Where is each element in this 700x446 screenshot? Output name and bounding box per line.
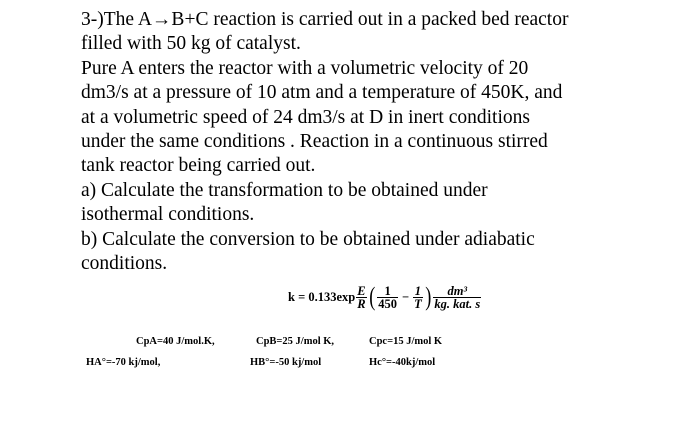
- problem-line: at a volumetric speed of 24 dm3/s at D in inert conditions: [81, 106, 530, 128]
- problem-line: filled with 50 kg of catalyst.: [81, 33, 301, 55]
- fraction-denominator: T: [414, 296, 422, 311]
- problem-line: Pure A enters the reactor with a volumetric velocity of 20: [81, 57, 529, 79]
- rate-units: [433, 285, 481, 310]
- inverse-reference-temperature: [377, 285, 398, 310]
- fraction-numerator: E: [357, 283, 366, 298]
- param-cpb: CpB=25 J/mol K,: [256, 336, 335, 347]
- rate-constant-formula: [288, 284, 482, 310]
- e-over-r-fraction: [356, 285, 366, 310]
- unit-denominator: kg. kat. s: [434, 296, 481, 311]
- inverse-temperature: [413, 285, 423, 310]
- left-paren: (: [368, 282, 375, 311]
- problem-line: under the same conditions . Reaction in a continuous stirred: [81, 131, 548, 153]
- problem-line: tank reactor being carried out.: [81, 155, 316, 177]
- problem-statement: [81, 8, 681, 276]
- problem-line: 3-)The A→B+C reaction is carried out in a packed bed reactor: [81, 9, 569, 30]
- minus-sign: −: [401, 289, 410, 304]
- fraction-numerator: 1: [384, 283, 391, 298]
- fraction-denominator: 450: [378, 296, 397, 311]
- formula-lhs: k = 0.133exp: [288, 289, 356, 304]
- right-paren: ): [425, 282, 432, 311]
- fraction-numerator: 1: [414, 283, 422, 298]
- problem-line: conditions.: [81, 253, 168, 275]
- param-cpc: Cpc=15 J/mol K: [369, 336, 443, 347]
- param-ha: HA°=-70 kj/mol,: [86, 357, 161, 368]
- problem-line: b) Calculate the conversion to be obtained under adiabatic: [81, 228, 535, 250]
- param-hc: Hc°=-40kj/mol: [369, 357, 436, 368]
- unit-numerator: dm³: [447, 283, 468, 298]
- param-hb: HB°=-50 kj/mol: [250, 357, 322, 368]
- problem-line: isothermal conditions.: [81, 204, 255, 226]
- param-cpa: CpA=40 J/mol.K,: [136, 336, 215, 347]
- fraction-denominator: R: [357, 296, 366, 311]
- problem-line: a) Calculate the transformation to be obtained under: [81, 179, 488, 201]
- problem-line: dm3/s at a pressure of 10 atm and a temperature of 450K, and: [81, 82, 563, 104]
